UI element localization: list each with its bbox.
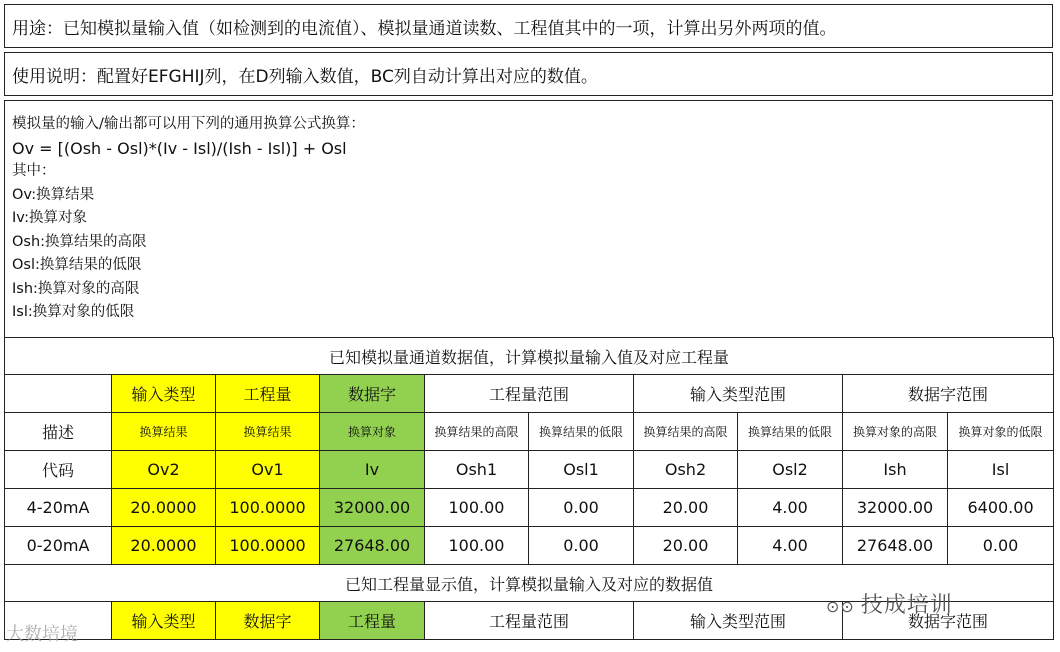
desc-cell: 换算对象的低限	[948, 413, 1054, 451]
desc-cell: 换算结果	[112, 413, 216, 451]
code-cell: Ov1	[216, 451, 320, 489]
usage-text: 使用说明：配置好EFGHIJ列，在D列输入数值，BC列自动计算出对应的数值。	[12, 66, 598, 87]
section1-title: 已知模拟量通道数据值，计算模拟量输入值及对应工程量	[5, 338, 1054, 375]
formula-line: Iv:换算对象	[12, 210, 87, 226]
code-cell: Osh2	[634, 451, 738, 489]
desc-cell: 换算对象的高限	[843, 413, 948, 451]
value-cell[interactable]: 4.00	[738, 489, 843, 527]
watermark-brand-text: 技成培训	[860, 593, 953, 618]
value-cell[interactable]: 0.00	[948, 527, 1054, 565]
header-cell: 输入类型	[112, 602, 216, 640]
value-cell[interactable]: 20.00	[634, 489, 738, 527]
code-cell: Iv	[320, 451, 425, 489]
formula-line: Osh:换算结果的高限	[12, 233, 147, 250]
table-row	[5, 527, 1054, 565]
desc-cell: 换算结果的低限	[738, 413, 843, 451]
desc-cell: 描述	[5, 413, 112, 451]
value-cell[interactable]: 100.00	[425, 527, 529, 565]
header-cell: 输入类型范围	[634, 375, 843, 413]
formula-line: 其中：	[12, 163, 56, 179]
value-cell[interactable]: 32000.00	[843, 489, 948, 527]
value-cell[interactable]: 0.00	[529, 489, 634, 527]
code-cell: Ish	[843, 451, 948, 489]
row-label: 0-20mA	[5, 527, 112, 565]
formula-line: Isl:换算对象的低限	[12, 304, 135, 320]
value-cell[interactable]: 20.0000	[112, 489, 216, 527]
usage-box	[4, 52, 1053, 96]
watermark-source	[6, 620, 78, 646]
header-cell: 数据字	[216, 602, 320, 640]
code-cell: 代码	[5, 451, 112, 489]
formula-box	[4, 100, 1053, 338]
value-cell[interactable]: 27648.00	[843, 527, 948, 565]
code-cell: Isl	[948, 451, 1054, 489]
header-cell: 数据字范围	[843, 602, 1054, 640]
value-cell[interactable]: 20.0000	[112, 527, 216, 565]
desc-cell: 换算结果	[216, 413, 320, 451]
header-cell	[5, 375, 112, 413]
code-cell: Osl2	[738, 451, 843, 489]
wechat-icon: ⊙⊙	[826, 597, 855, 616]
formula-line: Ov = [(Osh - Osl)*(Iv - Isl)/(Ish - Isl)] + Osl	[12, 138, 347, 158]
purpose-box	[4, 4, 1053, 48]
value-cell[interactable]: 100.0000	[216, 489, 320, 527]
formula-line: Ov:换算结果	[12, 186, 95, 203]
formula-line: Ish:换算对象的高限	[12, 280, 140, 297]
purpose-text: 用途：已知模拟量输入值（如检测到的电流值）、模拟量通道读数、工程值其中的一项，计算出另外两项的值。	[12, 18, 837, 39]
value-cell[interactable]: 32000.00	[320, 489, 425, 527]
value-cell[interactable]: 27648.00	[320, 527, 425, 565]
value-cell[interactable]: 100.00	[425, 489, 529, 527]
header-cell: 工程量范围	[425, 375, 634, 413]
watermark-source-text: 大数培境	[6, 624, 78, 645]
section2-title: 已知工程量显示值，计算模拟量输入及对应的数据值	[5, 565, 1054, 602]
header-cell: 工程量	[216, 375, 320, 413]
value-cell[interactable]: 100.0000	[216, 527, 320, 565]
formula-line: 模拟量的输入/输出都可以用下列的通用换算公式换算：	[12, 116, 365, 132]
header-cell: 工程量范围	[425, 602, 634, 640]
value-cell[interactable]: 20.00	[634, 527, 738, 565]
formula-line: Osl:换算结果的低限	[12, 257, 142, 273]
code-cell: Ov2	[112, 451, 216, 489]
code-cell: Osl1	[529, 451, 634, 489]
desc-cell: 换算对象	[320, 413, 425, 451]
value-cell[interactable]: 4.00	[738, 527, 843, 565]
header-cell: 数据字	[320, 375, 425, 413]
value-cell[interactable]: 6400.00	[948, 489, 1054, 527]
watermark-brand	[826, 588, 953, 619]
code-cell: Osh1	[425, 451, 529, 489]
desc-cell: 换算结果的高限	[425, 413, 529, 451]
table-row	[5, 489, 1054, 527]
desc-cell: 换算结果的低限	[529, 413, 634, 451]
header-cell: 工程量	[320, 602, 425, 640]
header-cell: 输入类型范围	[634, 602, 843, 640]
header-cell: 输入类型	[112, 375, 216, 413]
row-label: 4-20mA	[5, 489, 112, 527]
value-cell[interactable]: 0.00	[529, 527, 634, 565]
desc-cell: 换算结果的高限	[634, 413, 738, 451]
header-cell: 数据字范围	[843, 375, 1054, 413]
